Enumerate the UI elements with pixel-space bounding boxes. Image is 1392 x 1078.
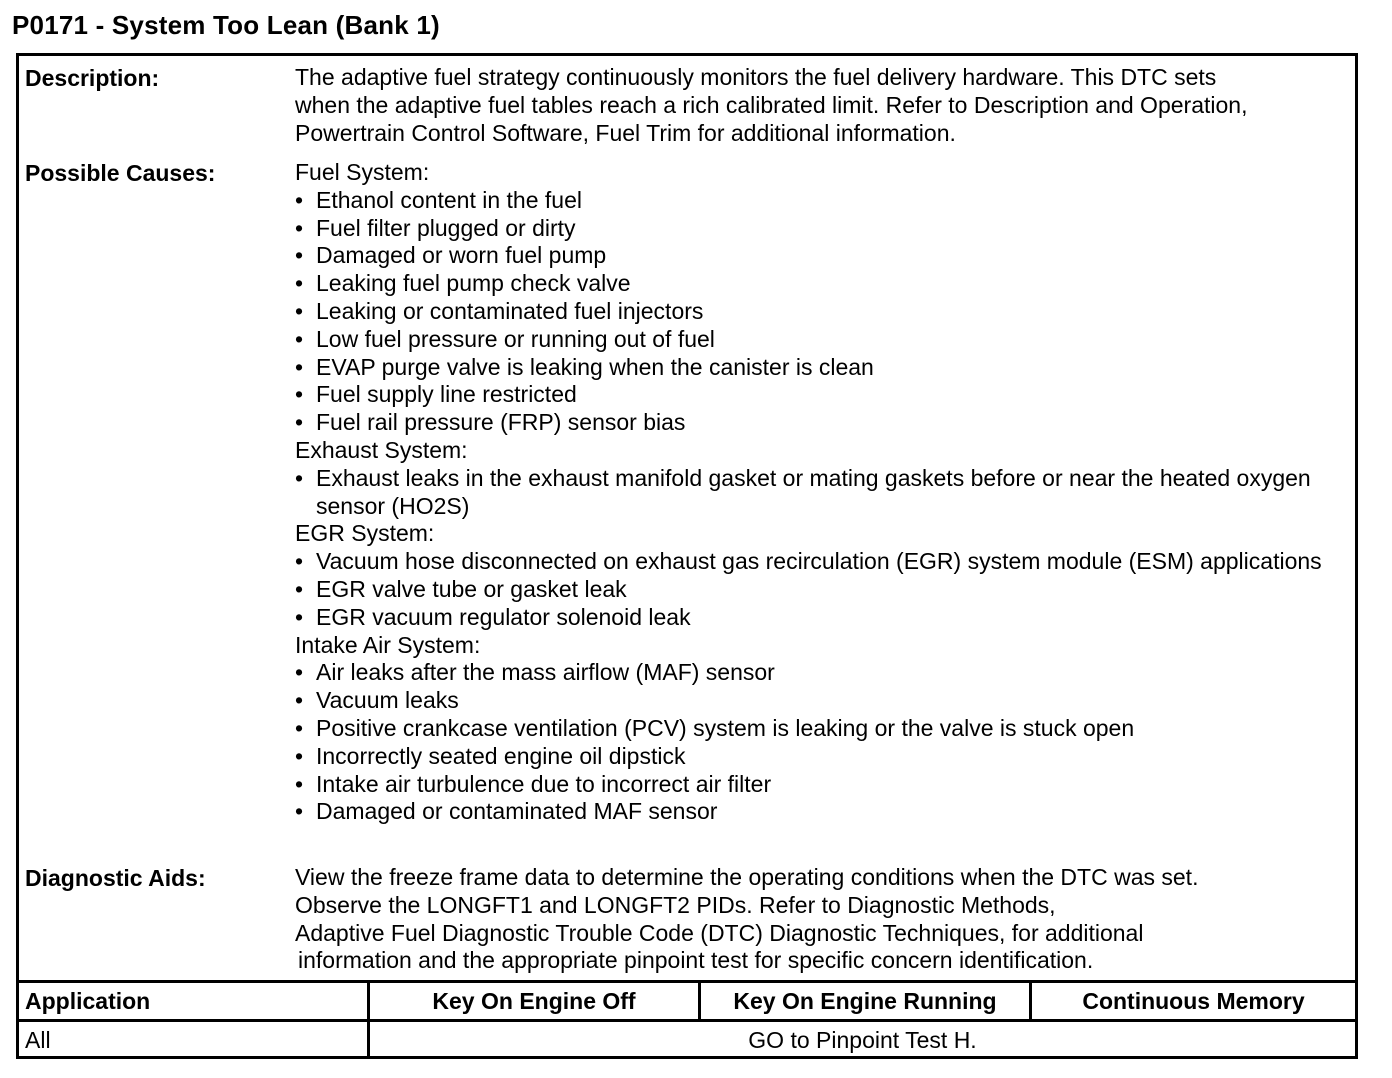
cause-item-text: EGR vacuum regulator solenoid leak	[316, 603, 691, 630]
cause-item	[295, 215, 1349, 243]
bullet-icon: •	[295, 186, 304, 213]
cause-item	[295, 771, 1349, 799]
cause-item-text: Incorrectly seated engine oil dipstick	[316, 742, 686, 769]
bullet-icon: •	[295, 742, 304, 769]
description-text	[295, 64, 1349, 147]
table-header-continuous-memory: Continuous Memory	[1082, 988, 1305, 1014]
possible-causes-list	[295, 159, 1349, 826]
table-header-koeo: Key On Engine Off	[432, 988, 636, 1014]
description-line: Powertrain Control Software, Fuel Trim for additional information.	[295, 119, 956, 146]
description-label: Description:	[25, 65, 160, 91]
diagnostic-aids-line: information and the appropriate pinpoint test for specific concern identification.	[298, 947, 1094, 974]
cause-item	[295, 715, 1349, 743]
bullet-icon: •	[295, 464, 304, 491]
cause-item	[295, 409, 1349, 437]
page-title: P0171 - System Too Lean (Bank 1)	[12, 10, 440, 40]
table-header-application: Application	[25, 988, 151, 1014]
bullet-icon: •	[295, 687, 304, 714]
cause-group-heading: EGR System:	[295, 520, 435, 547]
dtc-info-box	[16, 53, 1358, 1059]
diagnostic-aids-label: Diagnostic Aids:	[25, 865, 206, 891]
cause-item	[295, 326, 1349, 354]
cause-group-heading: Exhaust System:	[295, 436, 468, 463]
table-cell-action: GO to Pinpoint Test H.	[748, 1027, 977, 1053]
cause-item	[295, 798, 1349, 826]
cause-item-text: Vacuum hose disconnected on exhaust gas recirculation (EGR) system module (ESM) applications	[316, 548, 1322, 575]
description-line: The adaptive fuel strategy continuously monitors the fuel delivery hardware. This DTC sets	[295, 64, 1217, 90]
cause-item	[295, 187, 1349, 215]
bullet-icon: •	[295, 798, 304, 825]
cause-item	[295, 687, 1349, 715]
bullet-icon: •	[295, 409, 304, 436]
bullet-icon: •	[295, 659, 304, 686]
bullet-icon: •	[295, 714, 304, 741]
bullet-icon: •	[295, 548, 304, 575]
cause-item-text: Positive crankcase ventilation (PCV) system is leaking or the valve is stuck open	[316, 714, 1135, 741]
cause-item-text: EGR valve tube or gasket leak	[316, 575, 627, 602]
cause-item	[295, 548, 1349, 576]
bullet-icon: •	[295, 381, 304, 408]
possible-causes-label: Possible Causes:	[25, 160, 216, 186]
cause-item	[295, 743, 1349, 771]
cause-item	[295, 298, 1349, 326]
cause-item-text: Air leaks after the mass airflow (MAF) sensor	[316, 659, 775, 686]
cause-item-text: Leaking fuel pump check valve	[316, 270, 631, 297]
bullet-icon: •	[295, 325, 304, 352]
cause-item	[295, 465, 1349, 521]
cause-item-text: Fuel supply line restricted	[316, 381, 577, 408]
bullet-icon: •	[295, 575, 304, 602]
bullet-icon: •	[295, 270, 304, 297]
diagnostic-aids-line: Adaptive Fuel Diagnostic Trouble Code (DTC) Diagnostic Techniques, for additional	[295, 919, 1144, 946]
cause-item-text: Fuel rail pressure (FRP) sensor bias	[316, 409, 686, 436]
bullet-icon: •	[295, 353, 304, 380]
cause-item	[295, 354, 1349, 382]
bullet-icon: •	[295, 770, 304, 797]
cause-item	[295, 659, 1349, 687]
cause-item-text: Intake air turbulence due to incorrect air filter	[316, 770, 772, 797]
bullet-icon: •	[295, 242, 304, 269]
bullet-icon: •	[295, 214, 304, 241]
cause-item-text: Fuel filter plugged or dirty	[316, 214, 576, 241]
bullet-icon: •	[295, 603, 304, 630]
cause-item-text: Ethanol content in the fuel	[316, 186, 582, 213]
diagnostic-aids-line: Observe the LONGFT1 and LONGFT2 PIDs. Refer to Diagnostic Methods,	[295, 891, 1056, 918]
cause-item	[295, 576, 1349, 604]
table-cell-application: All	[25, 1027, 51, 1053]
table-header-koer: Key On Engine Running	[733, 988, 997, 1014]
diagnostic-aids-text	[295, 864, 1349, 975]
cause-item-text: Damaged or contaminated MAF sensor	[316, 798, 718, 825]
cause-item	[295, 270, 1349, 298]
cause-item-text: Vacuum leaks	[316, 687, 459, 714]
cause-item-text: Leaking or contaminated fuel injectors	[316, 297, 704, 324]
cause-item	[295, 604, 1349, 632]
cause-item	[295, 242, 1349, 270]
diagnostic-aids-line: View the freeze frame data to determine the operating conditions when the DTC was set.	[295, 864, 1199, 890]
cause-item-text: Exhaust leaks in the exhaust manifold gasket or mating gaskets before or near the heated oxygen sensor (HO2S)	[316, 464, 1311, 519]
cause-item	[295, 381, 1349, 409]
cause-group-heading: Intake Air System:	[295, 631, 481, 658]
bullet-icon: •	[295, 297, 304, 324]
cause-item-text: Damaged or worn fuel pump	[316, 242, 607, 269]
cause-item-text: Low fuel pressure or running out of fuel	[316, 325, 715, 352]
cause-item-text: EVAP purge valve is leaking when the canister is clean	[316, 353, 874, 380]
cause-group-heading: Fuel System:	[295, 159, 430, 185]
description-line: when the adaptive fuel tables reach a rich calibrated limit. Refer to Description and Operation,	[295, 91, 1248, 118]
